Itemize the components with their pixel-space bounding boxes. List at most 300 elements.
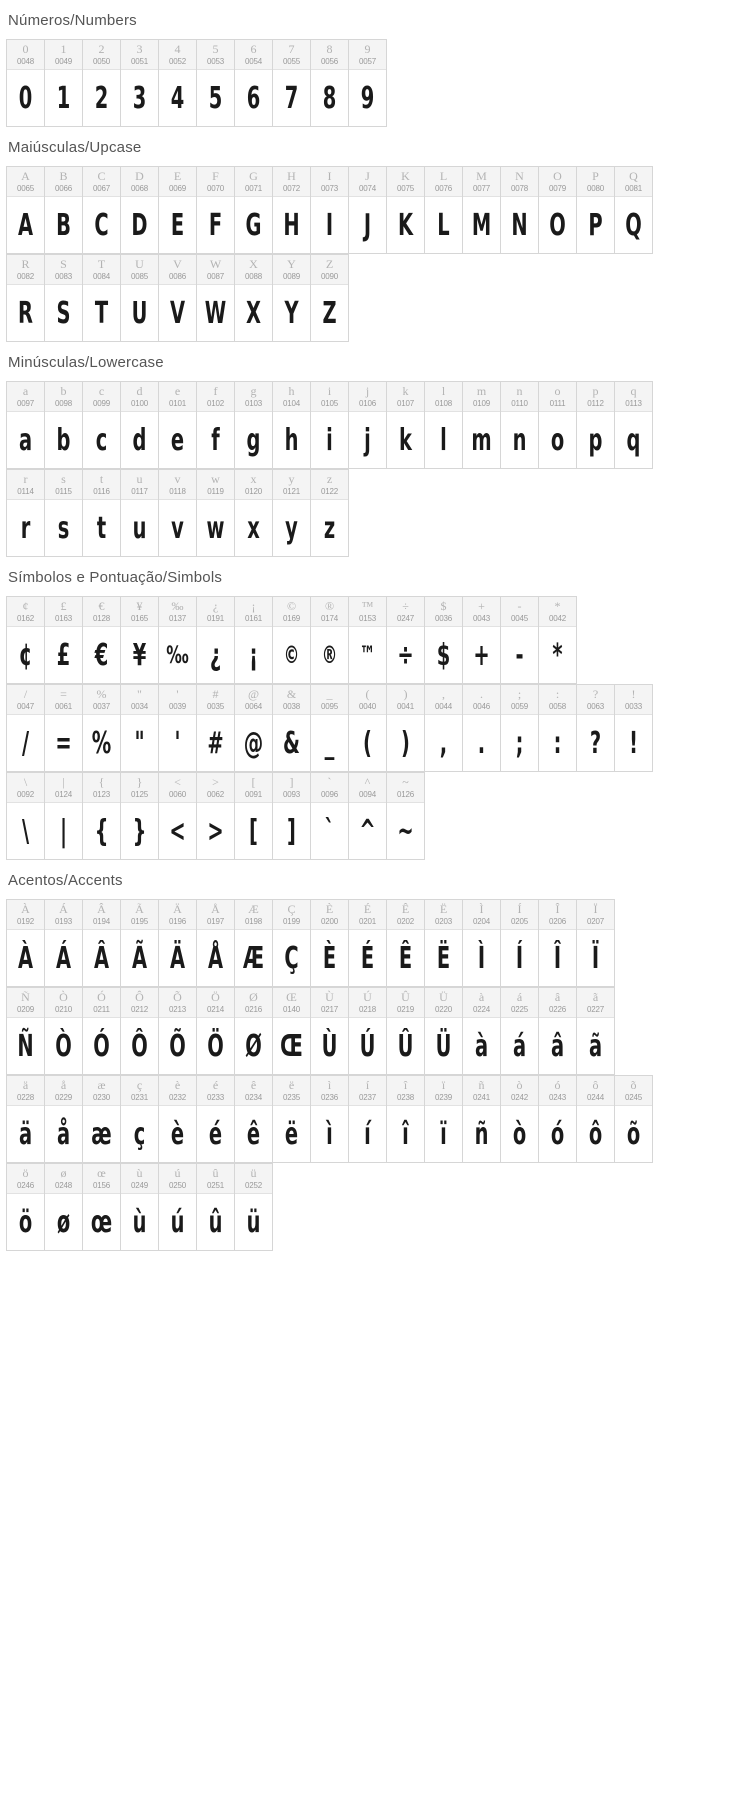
glyph-cell[interactable] bbox=[159, 1076, 197, 1163]
glyph-reference-char: Ä bbox=[173, 902, 182, 916]
glyph-cell[interactable] bbox=[387, 1076, 425, 1163]
glyph-code: 0137 bbox=[169, 614, 186, 623]
glyph-sample: à bbox=[474, 1028, 489, 1064]
glyph-cell[interactable] bbox=[349, 773, 387, 860]
glyph-sample: | bbox=[59, 813, 68, 849]
glyph-cell[interactable] bbox=[83, 382, 121, 469]
glyph-cell[interactable] bbox=[615, 382, 653, 469]
glyph-code: 0126 bbox=[397, 790, 414, 799]
glyph-header bbox=[197, 167, 234, 197]
glyph-header bbox=[577, 382, 614, 412]
glyph-cell[interactable] bbox=[197, 900, 235, 987]
glyph-cell[interactable] bbox=[121, 470, 159, 557]
glyph-cell[interactable] bbox=[197, 382, 235, 469]
glyph-cell[interactable] bbox=[387, 685, 425, 772]
glyph-sample: ä bbox=[18, 1116, 33, 1152]
glyph-header bbox=[463, 167, 500, 197]
glyph-sample: X bbox=[245, 295, 261, 331]
glyph-header bbox=[425, 167, 462, 197]
glyph-sample: 3 bbox=[132, 80, 147, 116]
glyph-code: 0034 bbox=[131, 702, 148, 711]
glyph-cell[interactable] bbox=[577, 382, 615, 469]
glyph-cell[interactable] bbox=[197, 40, 235, 127]
glyph-cell[interactable] bbox=[273, 1076, 311, 1163]
glyph-header bbox=[273, 1076, 310, 1106]
glyph-cell[interactable] bbox=[425, 988, 463, 1075]
glyph-header bbox=[121, 255, 158, 285]
glyph-cell[interactable] bbox=[235, 1076, 273, 1163]
glyph-cell[interactable] bbox=[83, 685, 121, 772]
glyph-cell[interactable] bbox=[349, 685, 387, 772]
glyph-cell[interactable] bbox=[501, 382, 539, 469]
glyph-row bbox=[6, 596, 577, 684]
glyph-sample: a bbox=[18, 422, 33, 458]
glyph-cell[interactable] bbox=[45, 900, 83, 987]
glyph-header bbox=[273, 685, 310, 715]
glyph-sample: E bbox=[170, 207, 185, 243]
glyph-cell[interactable] bbox=[159, 773, 197, 860]
glyph-cell[interactable] bbox=[121, 1076, 159, 1163]
glyph-header bbox=[615, 382, 652, 412]
glyph-reference-char: * bbox=[554, 599, 561, 613]
glyph-sample: , bbox=[439, 725, 448, 761]
glyph-cell[interactable] bbox=[539, 988, 577, 1075]
glyph-section bbox=[0, 342, 730, 557]
glyph-reference-char: á bbox=[516, 990, 523, 1004]
glyph-reference-char: © bbox=[286, 599, 297, 613]
glyph-code: 0225 bbox=[511, 1005, 528, 1014]
glyph-reference-char: Ö bbox=[211, 990, 220, 1004]
glyph-cell[interactable] bbox=[387, 382, 425, 469]
glyph-cell[interactable] bbox=[197, 685, 235, 772]
glyph-cell[interactable] bbox=[501, 597, 539, 684]
glyph-cell[interactable] bbox=[121, 685, 159, 772]
glyph-header bbox=[273, 597, 310, 627]
glyph-cell[interactable] bbox=[121, 597, 159, 684]
glyph-reference-char: ^ bbox=[364, 775, 371, 789]
glyph-cell[interactable] bbox=[7, 1076, 45, 1163]
glyph-cell[interactable] bbox=[273, 470, 311, 557]
glyph-sample: z bbox=[323, 510, 336, 546]
glyph-cell[interactable] bbox=[197, 773, 235, 860]
glyph-cell[interactable] bbox=[349, 988, 387, 1075]
glyph-cell[interactable] bbox=[273, 597, 311, 684]
glyph-cell[interactable] bbox=[121, 988, 159, 1075]
glyph-sample: ! bbox=[629, 725, 638, 761]
glyph-cell[interactable] bbox=[159, 470, 197, 557]
glyph-header bbox=[235, 900, 272, 930]
glyph-cell[interactable] bbox=[121, 773, 159, 860]
glyph-cell[interactable] bbox=[425, 382, 463, 469]
glyph-cell[interactable] bbox=[83, 1164, 121, 1251]
glyph-header bbox=[501, 900, 538, 930]
glyph-cell[interactable] bbox=[83, 988, 121, 1075]
glyph-code: 0212 bbox=[131, 1005, 148, 1014]
glyph-cell[interactable] bbox=[197, 597, 235, 684]
glyph-cell[interactable] bbox=[311, 167, 349, 254]
glyph-sample: l bbox=[440, 422, 447, 458]
glyph-cell[interactable] bbox=[159, 900, 197, 987]
glyph-sample: n bbox=[512, 422, 527, 458]
glyph-sample: á bbox=[512, 1028, 527, 1064]
glyph-header bbox=[159, 40, 196, 70]
glyph-cell[interactable] bbox=[349, 597, 387, 684]
glyph-header bbox=[7, 597, 44, 627]
glyph-reference-char: Ú bbox=[363, 990, 372, 1004]
glyph-cell[interactable] bbox=[349, 167, 387, 254]
glyph-cell[interactable] bbox=[349, 900, 387, 987]
glyph-cell[interactable] bbox=[273, 685, 311, 772]
glyph-cell[interactable] bbox=[349, 1076, 387, 1163]
glyph-cell[interactable] bbox=[159, 255, 197, 342]
glyph-cell[interactable] bbox=[501, 1076, 539, 1163]
glyph-reference-char: Z bbox=[325, 257, 334, 271]
glyph-reference-char: ê bbox=[250, 1078, 257, 1092]
glyph-reference-char: B bbox=[59, 169, 68, 183]
glyph-header bbox=[539, 167, 576, 197]
glyph-cell[interactable] bbox=[45, 40, 83, 127]
glyph-cell[interactable] bbox=[577, 167, 615, 254]
glyph-cell[interactable] bbox=[501, 988, 539, 1075]
glyph-code: 0162 bbox=[17, 614, 34, 623]
glyph-sample: 8 bbox=[322, 80, 337, 116]
glyph-sample: > bbox=[207, 813, 224, 849]
glyph-cell[interactable] bbox=[235, 1164, 273, 1251]
glyph-sample: < bbox=[169, 813, 186, 849]
glyph-code: 0156 bbox=[93, 1181, 110, 1190]
glyph-cell[interactable] bbox=[463, 685, 501, 772]
glyph-cell[interactable] bbox=[235, 382, 273, 469]
glyph-cell[interactable] bbox=[7, 167, 45, 254]
glyph-code: 0074 bbox=[359, 184, 376, 193]
glyph-header bbox=[45, 1076, 82, 1106]
glyph-header bbox=[159, 167, 196, 197]
glyph-cell[interactable] bbox=[273, 255, 311, 342]
glyph-code: 0061 bbox=[55, 702, 72, 711]
glyph-cell[interactable] bbox=[387, 900, 425, 987]
glyph-code: 0238 bbox=[397, 1093, 414, 1102]
glyph-code: 0078 bbox=[511, 184, 528, 193]
glyph-header bbox=[83, 470, 120, 500]
glyph-code: 0057 bbox=[359, 57, 376, 66]
glyph-code: 0214 bbox=[207, 1005, 224, 1014]
glyph-cell[interactable] bbox=[83, 255, 121, 342]
glyph-cell[interactable] bbox=[311, 255, 349, 342]
glyph-cell[interactable] bbox=[7, 382, 45, 469]
glyph-cell[interactable] bbox=[83, 167, 121, 254]
glyph-header bbox=[349, 1076, 386, 1106]
glyph-code: 0112 bbox=[587, 399, 604, 408]
glyph-cell[interactable] bbox=[387, 597, 425, 684]
glyph-cell[interactable] bbox=[121, 900, 159, 987]
glyph-cell[interactable] bbox=[45, 167, 83, 254]
glyph-cell[interactable] bbox=[311, 773, 349, 860]
glyph-header bbox=[387, 1076, 424, 1106]
glyph-sample: ™ bbox=[359, 641, 376, 669]
glyph-cell[interactable] bbox=[7, 900, 45, 987]
glyph-cell[interactable] bbox=[577, 900, 615, 987]
glyph-reference-char: A bbox=[21, 169, 30, 183]
glyph-cell[interactable] bbox=[539, 167, 577, 254]
glyph-cell[interactable] bbox=[311, 470, 349, 557]
glyph-cell[interactable] bbox=[501, 900, 539, 987]
glyph-header bbox=[83, 685, 120, 715]
glyph-reference-char: } bbox=[136, 775, 143, 789]
glyph-cell[interactable] bbox=[311, 597, 349, 684]
glyph-code: 0234 bbox=[245, 1093, 262, 1102]
glyph-sample: = bbox=[55, 725, 72, 761]
glyph-cell[interactable] bbox=[45, 382, 83, 469]
glyph-reference-char: € bbox=[98, 599, 105, 613]
glyph-cell[interactable] bbox=[159, 40, 197, 127]
glyph-cell[interactable] bbox=[45, 597, 83, 684]
glyph-cell[interactable] bbox=[463, 167, 501, 254]
glyph-code: 0233 bbox=[207, 1093, 224, 1102]
glyph-cell[interactable] bbox=[387, 773, 425, 860]
glyph-cell[interactable] bbox=[7, 773, 45, 860]
glyph-cell[interactable] bbox=[45, 1076, 83, 1163]
glyph-cell[interactable] bbox=[311, 382, 349, 469]
glyph-cell[interactable] bbox=[615, 685, 653, 772]
glyph-code: 0071 bbox=[245, 184, 262, 193]
glyph-cell[interactable] bbox=[425, 900, 463, 987]
glyph-cell[interactable] bbox=[577, 685, 615, 772]
glyph-cell[interactable] bbox=[273, 988, 311, 1075]
glyph-cell[interactable] bbox=[501, 167, 539, 254]
glyph-header bbox=[159, 685, 196, 715]
glyph-cell[interactable] bbox=[7, 470, 45, 557]
glyph-header bbox=[83, 382, 120, 412]
glyph-sample: " bbox=[134, 725, 145, 761]
glyph-cell[interactable] bbox=[83, 470, 121, 557]
glyph-cell[interactable] bbox=[235, 470, 273, 557]
glyph-reference-char: í bbox=[365, 1078, 370, 1092]
glyph-cell[interactable] bbox=[83, 900, 121, 987]
glyph-cell[interactable] bbox=[197, 1164, 235, 1251]
glyph-cell[interactable] bbox=[235, 167, 273, 254]
glyph-header bbox=[45, 382, 82, 412]
glyph-cell[interactable] bbox=[83, 1076, 121, 1163]
glyph-header bbox=[273, 255, 310, 285]
glyph-cell[interactable] bbox=[121, 40, 159, 127]
glyph-header bbox=[615, 685, 652, 715]
glyph-code: 0252 bbox=[245, 1181, 262, 1190]
glyph-cell[interactable] bbox=[539, 382, 577, 469]
glyph-header bbox=[463, 597, 500, 627]
glyph-reference-char: R bbox=[21, 257, 30, 271]
glyph-header bbox=[159, 255, 196, 285]
glyph-cell[interactable] bbox=[501, 685, 539, 772]
glyph-code: 0059 bbox=[511, 702, 528, 711]
glyph-cell[interactable] bbox=[83, 40, 121, 127]
glyph-cell[interactable] bbox=[539, 900, 577, 987]
glyph-sample: f bbox=[211, 422, 220, 458]
glyph-cell[interactable] bbox=[311, 40, 349, 127]
glyph-cell[interactable] bbox=[425, 167, 463, 254]
glyph-cell[interactable] bbox=[615, 167, 653, 254]
glyph-cell[interactable] bbox=[7, 685, 45, 772]
glyph-reference-char: ? bbox=[592, 687, 599, 701]
glyph-reference-char: ; bbox=[517, 687, 522, 701]
glyph-sample: U bbox=[131, 295, 148, 331]
glyph-cell[interactable] bbox=[159, 382, 197, 469]
glyph-cell[interactable] bbox=[311, 988, 349, 1075]
glyph-reference-char: Í bbox=[517, 902, 522, 916]
glyph-cell[interactable] bbox=[425, 685, 463, 772]
glyph-cell[interactable] bbox=[7, 40, 45, 127]
glyph-cell[interactable] bbox=[83, 597, 121, 684]
glyph-cell[interactable] bbox=[577, 1076, 615, 1163]
glyph-cell[interactable] bbox=[45, 1164, 83, 1251]
glyph-sample: - bbox=[515, 637, 524, 673]
glyph-code: 0050 bbox=[93, 57, 110, 66]
glyph-cell[interactable] bbox=[197, 167, 235, 254]
glyph-cell[interactable] bbox=[463, 1076, 501, 1163]
glyph-header bbox=[121, 988, 158, 1018]
glyph-code: 0048 bbox=[17, 57, 34, 66]
glyph-sample: * bbox=[552, 637, 563, 673]
glyph-cell[interactable] bbox=[235, 685, 273, 772]
glyph-cell[interactable] bbox=[235, 988, 273, 1075]
glyph-cell[interactable] bbox=[197, 1076, 235, 1163]
glyph-cell[interactable] bbox=[121, 1164, 159, 1251]
glyph-cell[interactable] bbox=[463, 988, 501, 1075]
glyph-cell[interactable] bbox=[311, 685, 349, 772]
glyph-header bbox=[45, 597, 82, 627]
glyph-sample: O bbox=[549, 207, 566, 243]
glyph-reference-char: y bbox=[288, 472, 295, 486]
glyph-cell[interactable] bbox=[121, 382, 159, 469]
glyph-reference-char: Ñ bbox=[21, 990, 30, 1004]
glyph-cell[interactable] bbox=[197, 988, 235, 1075]
glyph-header bbox=[7, 382, 44, 412]
glyph-header bbox=[425, 685, 462, 715]
glyph-reference-char: @ bbox=[247, 687, 260, 701]
glyph-cell[interactable] bbox=[159, 988, 197, 1075]
glyph-cell[interactable] bbox=[273, 773, 311, 860]
glyph-sample: æ bbox=[91, 1116, 112, 1152]
glyph-code: 0042 bbox=[549, 614, 566, 623]
glyph-sample: g bbox=[246, 422, 261, 458]
glyph-reference-char: ¥ bbox=[136, 599, 143, 613]
glyph-cell[interactable] bbox=[121, 167, 159, 254]
glyph-cell[interactable] bbox=[45, 988, 83, 1075]
glyph-sample: ü bbox=[246, 1204, 261, 1240]
glyph-header bbox=[387, 597, 424, 627]
glyph-code: 0082 bbox=[17, 272, 34, 281]
glyph-cell[interactable] bbox=[235, 255, 273, 342]
glyph-cell[interactable] bbox=[273, 900, 311, 987]
glyph-header bbox=[235, 1164, 272, 1194]
glyph-header bbox=[235, 685, 272, 715]
glyph-reference-char: ö bbox=[22, 1166, 29, 1180]
glyph-cell[interactable] bbox=[425, 597, 463, 684]
glyph-cell[interactable] bbox=[349, 40, 387, 127]
glyph-cell[interactable] bbox=[197, 255, 235, 342]
glyph-cell[interactable] bbox=[463, 597, 501, 684]
glyph-cell[interactable] bbox=[197, 470, 235, 557]
glyph-cell[interactable] bbox=[539, 685, 577, 772]
glyph-cell[interactable] bbox=[83, 773, 121, 860]
glyph-cell[interactable] bbox=[159, 685, 197, 772]
glyph-cell[interactable] bbox=[425, 1076, 463, 1163]
glyph-cell[interactable] bbox=[45, 255, 83, 342]
glyph-reference-char: E bbox=[173, 169, 182, 183]
glyph-header bbox=[45, 988, 82, 1018]
glyph-cell[interactable] bbox=[311, 1076, 349, 1163]
glyph-cell[interactable] bbox=[159, 167, 197, 254]
glyph-code: 0107 bbox=[397, 399, 414, 408]
glyph-header bbox=[387, 167, 424, 197]
glyph-cell[interactable] bbox=[539, 1076, 577, 1163]
glyph-reference-char: " bbox=[137, 687, 142, 701]
glyph-cell[interactable] bbox=[7, 1164, 45, 1251]
glyph-cell[interactable] bbox=[273, 40, 311, 127]
glyph-cell[interactable] bbox=[45, 773, 83, 860]
glyph-cell[interactable] bbox=[235, 900, 273, 987]
glyph-cell[interactable] bbox=[463, 900, 501, 987]
glyph-cell[interactable] bbox=[311, 900, 349, 987]
glyph-header bbox=[197, 685, 234, 715]
glyph-cell[interactable] bbox=[235, 773, 273, 860]
glyph-reference-char: Î bbox=[555, 902, 560, 916]
glyph-cell[interactable] bbox=[615, 1076, 653, 1163]
glyph-code: 0096 bbox=[321, 790, 338, 799]
glyph-code: 0198 bbox=[245, 917, 262, 926]
glyph-cell[interactable] bbox=[273, 167, 311, 254]
glyph-cell[interactable] bbox=[121, 255, 159, 342]
glyph-code: 0204 bbox=[473, 917, 490, 926]
glyph-cell[interactable] bbox=[235, 40, 273, 127]
glyph-reference-char: N bbox=[515, 169, 524, 183]
glyph-header bbox=[463, 988, 500, 1018]
glyph-cell[interactable] bbox=[45, 685, 83, 772]
glyph-cell[interactable] bbox=[7, 255, 45, 342]
glyph-header bbox=[273, 40, 310, 70]
glyph-reference-char: # bbox=[212, 687, 219, 701]
glyph-cell[interactable] bbox=[159, 1164, 197, 1251]
glyph-sample: + bbox=[473, 637, 490, 673]
glyph-cell[interactable] bbox=[273, 382, 311, 469]
glyph-cell[interactable] bbox=[463, 382, 501, 469]
glyph-code: 0117 bbox=[131, 487, 148, 496]
glyph-cell[interactable] bbox=[577, 988, 615, 1075]
glyph-code: 0235 bbox=[283, 1093, 300, 1102]
glyph-cell[interactable] bbox=[159, 597, 197, 684]
glyph-sample: ¢ bbox=[18, 637, 33, 673]
glyph-sample: r bbox=[20, 510, 31, 546]
glyph-sample: 4 bbox=[170, 80, 185, 116]
glyph-cell[interactable] bbox=[7, 988, 45, 1075]
glyph-cell[interactable] bbox=[45, 470, 83, 557]
glyph-reference-char: œ bbox=[97, 1166, 106, 1180]
glyph-cell[interactable] bbox=[7, 597, 45, 684]
glyph-row bbox=[6, 1075, 653, 1163]
glyph-reference-char: â bbox=[554, 990, 561, 1004]
glyph-reference-char: u bbox=[136, 472, 143, 486]
glyph-cell[interactable] bbox=[387, 988, 425, 1075]
glyph-code: 0224 bbox=[473, 1005, 490, 1014]
glyph-cell[interactable] bbox=[235, 597, 273, 684]
glyph-sample: 9 bbox=[360, 80, 375, 116]
glyph-cell[interactable] bbox=[387, 167, 425, 254]
glyph-sample: : bbox=[553, 725, 562, 761]
glyph-cell[interactable] bbox=[349, 382, 387, 469]
glyph-code: 0111 bbox=[549, 399, 566, 408]
glyph-sample: ¿ bbox=[209, 637, 222, 673]
glyph-code: 0047 bbox=[17, 702, 34, 711]
glyph-cell[interactable] bbox=[539, 597, 577, 684]
